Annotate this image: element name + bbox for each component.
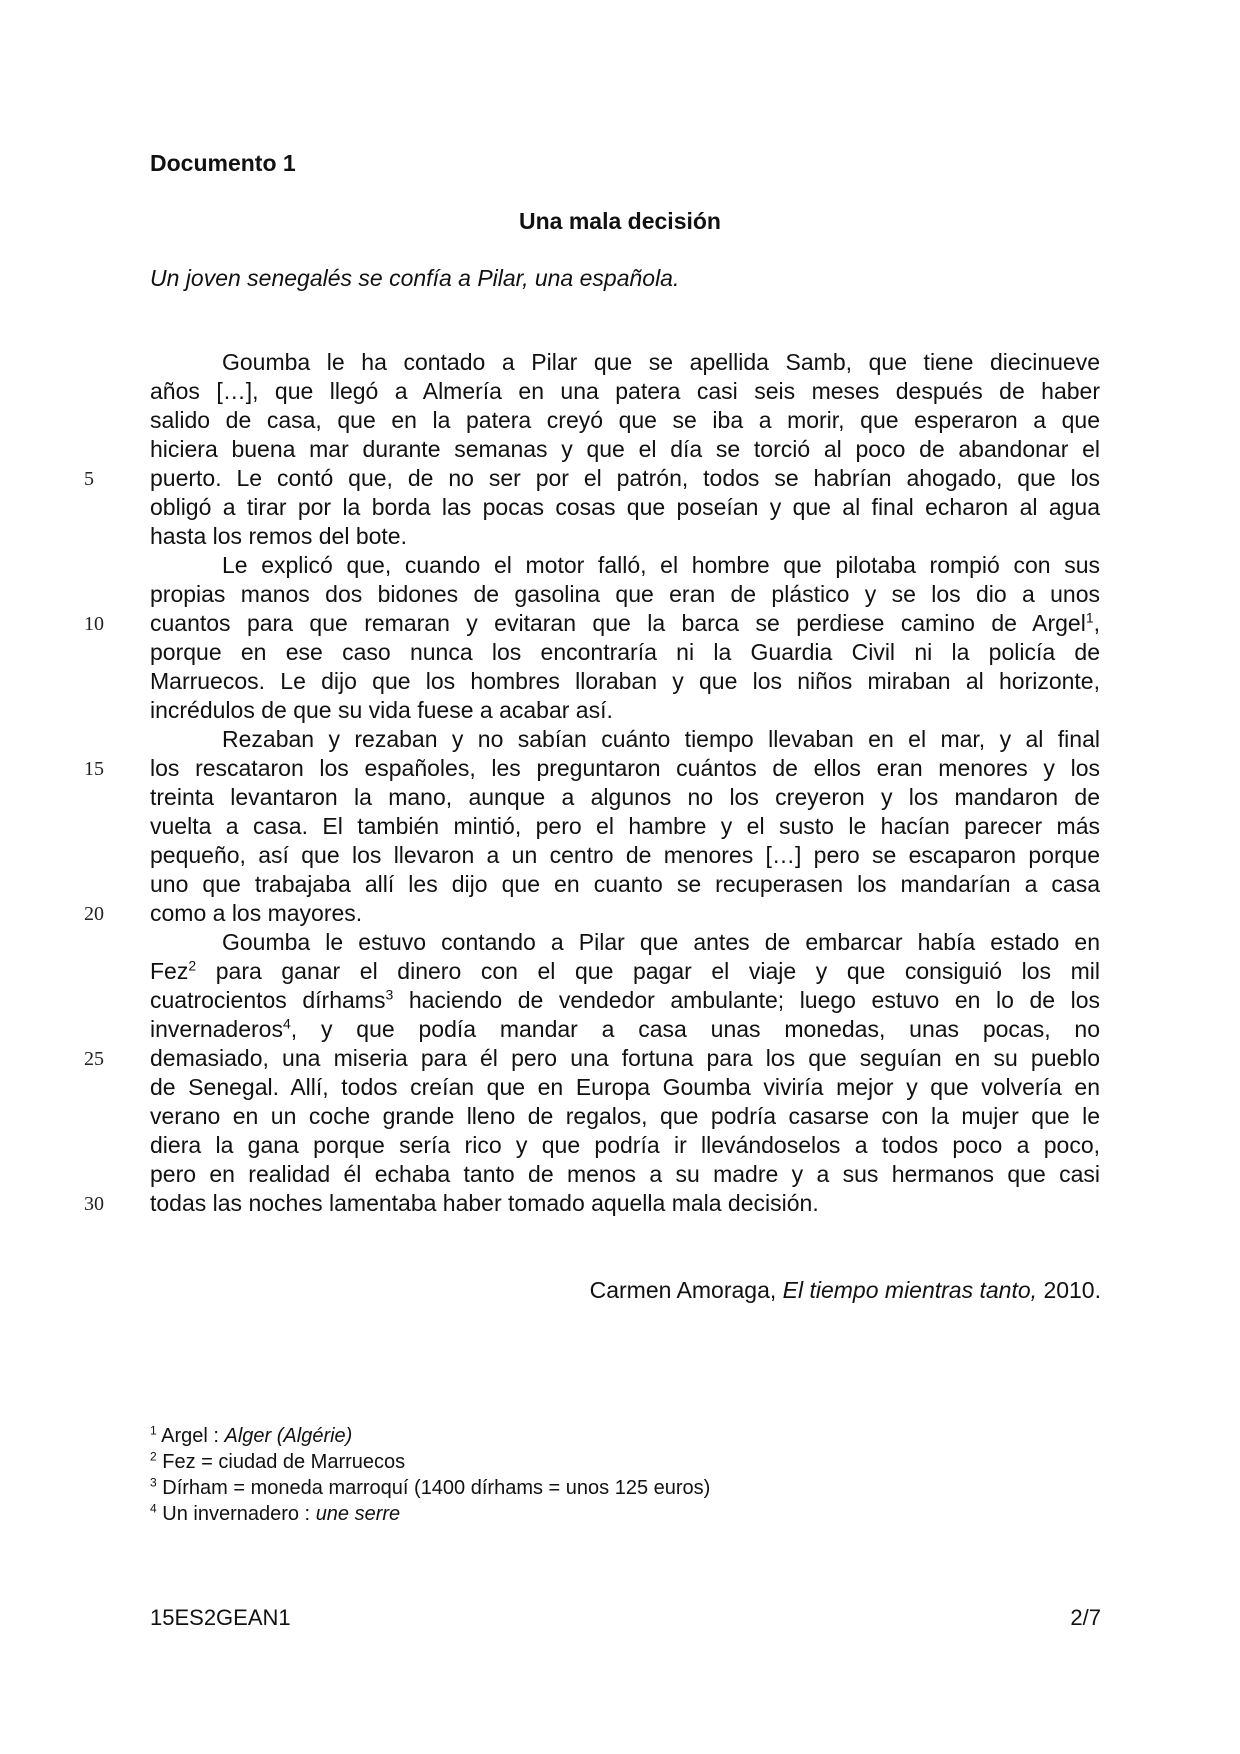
footnote: $^3$ Dírham = moneda marroquí (1400 dírhams = unos 125 euros) — [150, 1475, 711, 1499]
document-intro: Un joven senegalés se confía a Pilar, una española. — [150, 265, 680, 291]
text-line: diera la gana porque sería rico y que podría ir llevándoselos a todos poco a poco, — [150, 1132, 1100, 1158]
footnote: $^2$ Fez = ciudad de Marruecos — [150, 1449, 406, 1473]
text-line: cuantos para que remaran y evitaran que la barca se perdiese camino de Argel$^1$, — [150, 609, 1100, 636]
exam-code: 15ES2GEAN1 — [150, 1605, 291, 1630]
text-line: salido de casa, que en la patera creyó que se iba a morir, que esperaron a que — [150, 407, 1100, 433]
page-number: 2/7 — [1070, 1605, 1101, 1630]
text-line: años […], que llegó a Almería en una patera casi seis meses después de haber — [150, 378, 1100, 404]
line-number: 30 — [84, 1193, 104, 1215]
text-line: Le explicó que, cuando el motor falló, el hombre que pilotaba rompió con sus — [222, 552, 1100, 578]
text-line: incrédulos de que su vida fuese a acabar así. — [150, 697, 613, 723]
footnote: $^1$ Argel : Alger (Algérie) — [150, 1423, 353, 1447]
text-line: obligó a tirar por la borda las pocas cosas que poseían y que al final echaron al agua — [150, 494, 1100, 520]
line-number: 5 — [84, 468, 94, 490]
text-line: Goumba le ha contado a Pilar que se apellida Samb, que tiene diecinueve — [222, 349, 1100, 375]
document-label: Documento 1 — [150, 150, 296, 176]
text-line: de Senegal. Allí, todos creían que en Europa Goumba viviría mejor y que volvería en — [150, 1074, 1100, 1100]
footnote: $^4$ Un invernadero : une serre — [150, 1501, 401, 1525]
text-line: Goumba le estuvo contando a Pilar que antes de embarcar había estado en — [222, 929, 1100, 955]
footnote-ref: 2 — [188, 957, 197, 974]
text-line: hiciera buena mar durante semanas y que el día se torció al poco de abandonar el — [150, 436, 1100, 462]
text-line: vuelta a casa. El también mintió, pero el hambre y el susto le hacían parecer más — [150, 813, 1100, 839]
line-number: 10 — [84, 613, 104, 635]
text-line: porque en ese caso nunca los encontraría ni la Guardia Civil ni la policía de — [150, 639, 1100, 665]
text-line: puerto. Le contó que, de no ser por el patrón, todos se habrían ahogado, que los — [150, 465, 1100, 491]
text-line: verano en un coche grande lleno de regalos, que podría casarse con la mujer que le — [150, 1103, 1100, 1129]
text-line: treinta levantaron la mano, aunque a algunos no los creyeron y los mandaron de — [150, 784, 1100, 810]
line-number: 25 — [84, 1048, 104, 1070]
footnote-ref: 4 — [282, 1015, 291, 1032]
work-title: El tiempo mientras tanto, — [782, 1277, 1038, 1303]
source-citation: Carmen Amoraga, El tiempo mientras tanto, 2010. — [589, 1277, 1101, 1303]
text-line: hasta los remos del bote. — [150, 523, 407, 549]
line-number: 20 — [84, 903, 104, 925]
text-line: cuatrocientos dírhams$^3$ haciendo de vendedor ambulante; luego estuvo en lo de los — [150, 986, 1101, 1013]
footnote-ref: 1 — [1085, 609, 1094, 626]
text-line: Marruecos. Le dijo que los hombres lloraban y que los niños miraban al horizonte, — [150, 668, 1100, 694]
text-line: todas las noches lamentaba haber tomado aquella mala decisión. — [150, 1190, 819, 1216]
text-line: pequeño, así que los llevaron a un centro de menores […] pero se escaparon porque — [150, 842, 1100, 868]
text-line: Fez$^2$ para ganar el dinero con el que pagar el viaje y que consiguió los mil — [150, 957, 1101, 984]
text-line: uno que trabajaba allí les dijo que en cuanto se recuperasen los mandarían a casa — [150, 871, 1100, 897]
text-line: Rezaban y rezaban y no sabían cuánto tiempo llevaban en el mar, y al final — [222, 726, 1100, 752]
text-line: demasiado, una miseria para él pero una fortuna para los que seguían en su pueblo — [150, 1045, 1100, 1071]
text-line: invernaderos$^4$, y que podía mandar a casa unas monedas, unas pocas, no — [150, 1015, 1101, 1042]
document-title: Una mala decisión — [519, 208, 721, 234]
text-line: los rescataron los españoles, les preguntaron cuántos de ellos eran menores y los — [150, 755, 1100, 781]
footnote-ref: 3 — [385, 986, 394, 1003]
line-number: 15 — [84, 758, 104, 780]
text-line: pero en realidad él echaba tanto de menos a su madre y a sus hermanos que casi — [150, 1161, 1100, 1187]
text-line: propias manos dos bidones de gasolina que eran de plástico y se los dio a unos — [150, 581, 1100, 607]
text-line: como a los mayores. — [150, 900, 363, 926]
